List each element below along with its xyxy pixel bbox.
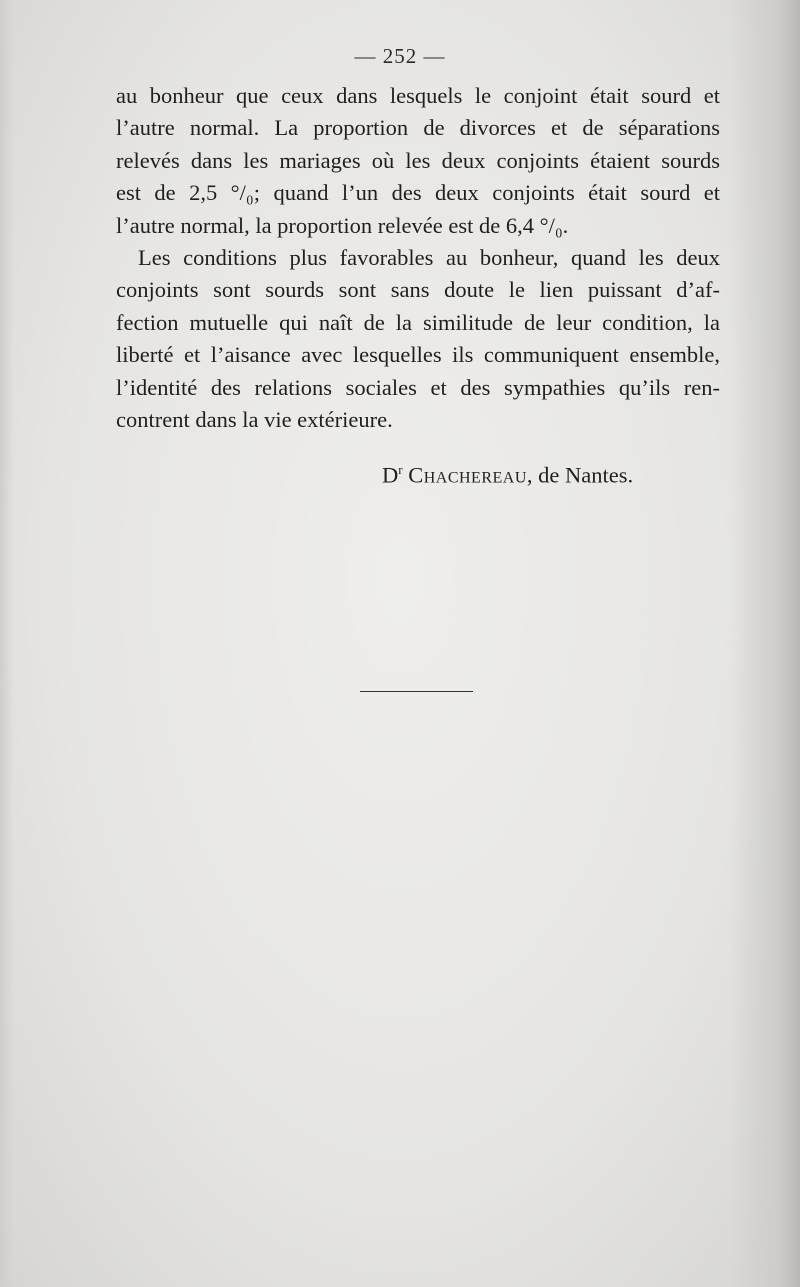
page-right-edge-shadow [730, 0, 800, 1287]
text-line: contrent dans la vie extérieure. [116, 407, 393, 433]
text-line: l’autre normal. La proportion de divorces et de séparations [116, 115, 720, 141]
signature-title-superscript: r [398, 462, 403, 477]
paragraph-2 [116, 242, 720, 436]
section-divider [360, 691, 473, 692]
author-signature [382, 462, 633, 489]
text-line: relevés dans les mariages où les deux conjoints étaient sourds [116, 147, 720, 173]
text-line: l’identité des relations sociales et des sympathies qu’ils ren- [116, 374, 720, 400]
text-line: conjoints sont sourds sont sans doute le lien puissant d’af- [116, 277, 720, 303]
page-left-edge-shadow [0, 0, 14, 1287]
signature-name: Chachereau [408, 462, 527, 488]
text-line: Les conditions plus favorables au bonheur, quand les deux [138, 245, 720, 271]
text-line: l’autre normal, la proportion relevée est de 6,4 °/₀. [116, 212, 569, 238]
paragraph-1 [116, 80, 720, 242]
text-line: au bonheur que ceux dans lesquels le conjoint était sourd et [116, 83, 720, 108]
page-number: — 252 — [354, 44, 446, 68]
signature-place: , de Nantes. [526, 462, 634, 488]
signature-title: D [382, 462, 399, 488]
text-line: fection mutuelle qui naît de la similitude de leur condition, la [116, 309, 720, 335]
text-line: liberté et l’aisance avec lesquelles ils communiquent ensemble, [116, 342, 720, 368]
text-line: est de 2,5 °/₀; quand l’un des deux conjoints était sourd et [116, 180, 720, 206]
body-text [116, 80, 720, 436]
